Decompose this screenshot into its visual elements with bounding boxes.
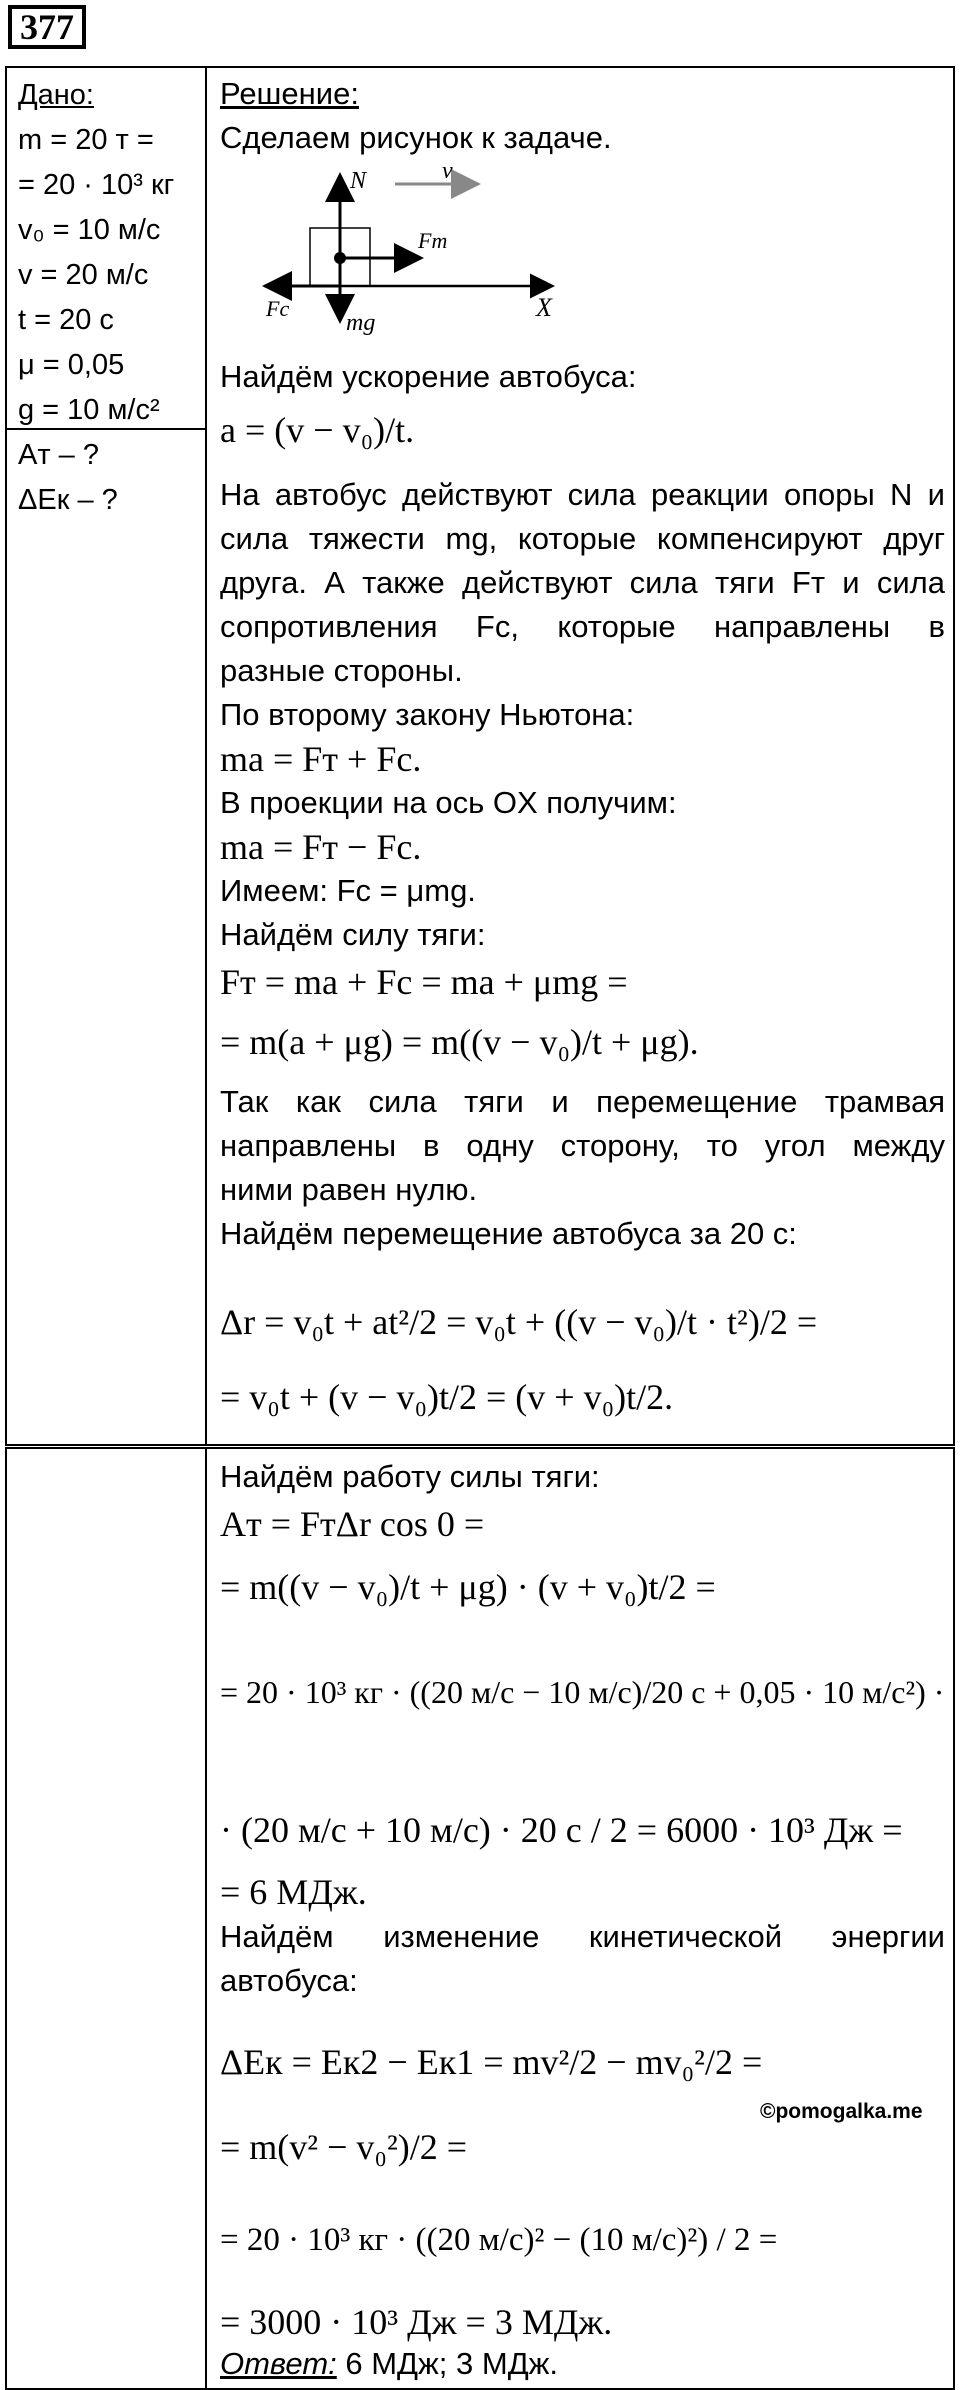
- given-line: μ = 0,05: [18, 349, 125, 381]
- column-divider-bottom: [205, 1447, 207, 2390]
- forces-text: На автобус действуют сила реакции опоры N и: [220, 477, 945, 512]
- find-energy: Найдём изменение кинетической энергии: [220, 1919, 945, 1954]
- label-X: X: [536, 293, 552, 322]
- label-mg: mg: [346, 310, 376, 336]
- energy-formula-3: = 20 · 10³ кг · ((20 м/с)² − (10 м/с)²) / 2 =: [220, 2222, 778, 2258]
- forces-text: сила тяжести mg, которые компенсируют друг: [220, 521, 945, 556]
- projection-text: В проекции на ось OX получим:: [220, 785, 677, 820]
- answer-value: 6 МДж; 3 МДж.: [336, 2346, 559, 2381]
- label-v: v: [442, 158, 453, 184]
- given-heading: Дано:: [18, 79, 94, 111]
- work-formula-1: Aт = FтΔr cos 0 =: [220, 1504, 485, 1544]
- work-formula-3: = 20 · 10³ кг · ((20 м/с − 10 м/с)/20 с + 0,05 · 10 м/с²) ·: [220, 1674, 945, 1710]
- given-line: t = 20 с: [18, 304, 114, 336]
- newton-law: По второму закону Ньютона:: [220, 697, 635, 732]
- energy-formula-4: = 3000 · 10³ Дж = 3 МДж.: [220, 2302, 613, 2342]
- forces-text: разные стороны.: [220, 653, 463, 688]
- angle-text: ними равен нулю.: [220, 1172, 478, 1207]
- find-work: Найдём работу силы тяги:: [220, 1459, 600, 1494]
- label-Ft: Fт: [418, 228, 448, 253]
- solution-heading: Решение:: [220, 76, 359, 111]
- given-line: v₀ = 10 м/с: [18, 214, 161, 246]
- newton-formula: ma = Fт + Fс.: [220, 739, 422, 779]
- projection-formula: ma = Fт − Fс.: [220, 827, 422, 867]
- label-N: N: [350, 168, 367, 194]
- find-block: [18, 433, 202, 523]
- work-formula-5: = 6 МДж.: [220, 1872, 367, 1912]
- find-line: ΔEк – ?: [18, 484, 118, 516]
- given-block: [18, 73, 202, 433]
- work-formula-2: = m((v − v₀)/t + μg) · (v + v₀)t/2 =: [220, 1567, 716, 1607]
- given-line: v = 20 м/с: [18, 259, 149, 291]
- find-displacement: Найдём перемещение автобуса за 20 с:: [220, 1216, 797, 1251]
- solution-intro: Сделаем рисунок к задаче.: [220, 120, 612, 155]
- forces-text: друга. А также действуют сила тяги Fт и сила: [220, 565, 945, 600]
- find-acceleration: Найдём ускорение автобуса:: [220, 359, 637, 394]
- watermark: ©pomogalka.me: [760, 2100, 923, 2123]
- label-Fc: Fс: [266, 296, 290, 321]
- column-divider-top: [205, 66, 207, 1446]
- answer-label: Ответ:: [220, 2346, 337, 2381]
- given-line: = 20 · 10³ кг: [18, 169, 175, 201]
- thrust-formula-2: = m(a + μg) = m((v − v₀)/t + μg).: [220, 1022, 699, 1062]
- answer-line: [220, 2342, 945, 2386]
- work-formula-4: · (20 м/с + 10 м/с) · 20 с / 2 = 6000 · 10³ Дж =: [220, 1810, 903, 1850]
- forces-text: сопротивления Fс, которые направлены в: [220, 609, 945, 644]
- displacement-formula-2: = v₀t + (v − v₀)t/2 = (v + v₀)t/2.: [220, 1377, 674, 1417]
- energy-formula-2: = m(v² − v₀²)/2 =: [220, 2127, 468, 2167]
- center-point: [334, 252, 346, 264]
- acceleration-formula: a = (v − v₀)/t.: [220, 410, 415, 450]
- find-energy: автобуса:: [220, 1963, 358, 1998]
- energy-formula-1: ΔEк = Eк2 − Eк1 = mv²/2 − mv₀²/2 =: [220, 2042, 763, 2082]
- displacement-formula-1: Δr = v₀t + at²/2 = v₀t + ((v − v₀)/t · t²)/2 =: [220, 1302, 818, 1342]
- given-line: m = 20 т =: [18, 124, 154, 156]
- angle-text: Так как сила тяги и перемещение трамвая: [220, 1084, 945, 1119]
- given-line: g = 10 м/с²: [18, 394, 160, 426]
- find-thrust: Найдём силу тяги:: [220, 917, 486, 952]
- resistance-formula: Имеем: Fс = μmg.: [220, 873, 476, 908]
- problem-number: 377: [8, 5, 86, 49]
- thrust-formula-1: Fт = ma + Fс = ma + μmg =: [220, 962, 628, 1002]
- force-diagram: [250, 158, 580, 338]
- find-line: Aт – ?: [18, 439, 99, 471]
- angle-text: направлены в одну сторону, то угол между: [220, 1128, 945, 1163]
